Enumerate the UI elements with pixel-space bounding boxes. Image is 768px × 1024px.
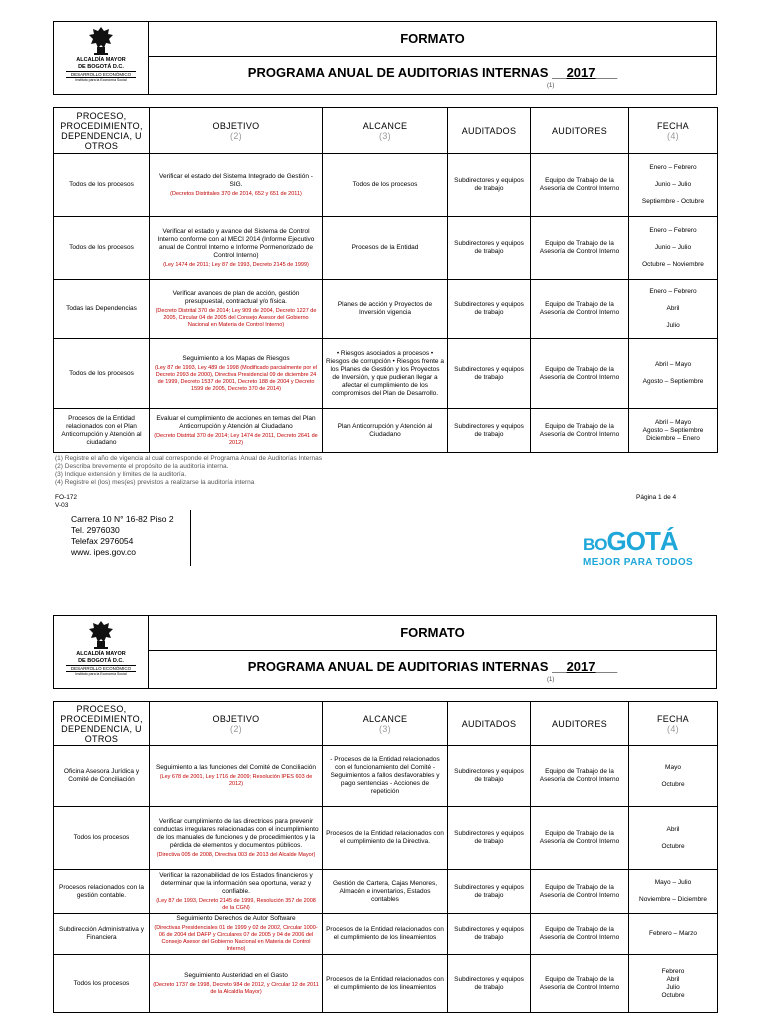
address-line: Carrera 10 N° 16-82 Piso 2	[71, 514, 174, 524]
cell-proceso: Procesos relacionados con la gestión contable.	[54, 870, 150, 914]
footnote-1: (1) Registre el año de vigencia al cual corresponde el Programa Anual de Auditorías Internas	[55, 455, 323, 462]
cell-fecha: Enero – Febrero Junio – Julio Octubre – Noviembre	[629, 217, 718, 280]
form-version: V-03	[55, 502, 69, 509]
cell-proceso: Todos los procesos	[54, 807, 150, 870]
cell-alcance: Procesos de la Entidad relacionados con el cumplimiento de la Directiva.	[323, 807, 448, 870]
cell-objetivo: Seguimiento a las funciones del Comité de Conciliación (Ley 678 de 2001, Ley 1716 de 2009; Resolución IPES 603 de 2012)	[150, 746, 323, 807]
cell-objetivo: Seguimiento Austeridad en el Gasto (Decreto 1737 de 1998, Decreto 984 de 2012, y Circular 12 de 2011 de la Alcaldía Mayor)	[150, 955, 323, 1013]
cell-alcance: Planes de acción y Proyectos de Inversión vigencia	[323, 280, 448, 339]
cell-alcance: Plan Anticorrupción y Atención al Ciudadano	[323, 409, 448, 453]
program-year: 2017	[566, 659, 596, 674]
cell-objetivo: Verificar cumplimiento de las directrices para prevenir conductas irregulares relacionadas con el incumplimiento de los manuales de funciones y de procedimientos y la pérdida de elementos y documentos públicos. (Directiva 005 de 2008, Directiva 003 de 2013 del Alcalde Mayor)	[150, 807, 323, 870]
program-title-text: PROGRAMA ANUAL DE AUDITORIAS INTERNAS	[247, 65, 549, 80]
coat-of-arms-icon	[88, 620, 114, 650]
cell-auditados: Subdirectores y equipos de trabajo	[448, 339, 531, 409]
audit-table-page-1	[53, 107, 718, 453]
cell-alcance: • Riesgos asociados a procesos • Riesgos de corrupción • Riesgos frente a los Planes de Gestión y los Proyectos de Inversión, y que pudieran llegar a afectar el cumplimiento de los compromisos del Plan de Desarrollo.	[323, 339, 448, 409]
col-fecha: FECHA (4)	[629, 702, 718, 746]
cell-objetivo: Verificar el estado del Sistema Integrado de Gestión - SIG. (Decretos Distritales 370 de 2014, 652 y 651 de 2011)	[150, 154, 323, 217]
bogota-logo: BOGOTÁ MEJOR PARA TODOS	[583, 526, 694, 568]
program-title	[149, 651, 716, 688]
col-proceso: PROCESO, PROCEDIMIENTO, DEPENDENCIA, U OTROS	[54, 108, 150, 154]
col-proceso: PROCESO, PROCEDIMIENTO, DEPENDENCIA, U OTROS	[54, 702, 150, 746]
cell-auditores: Equipo de Trabajo de la Asesoría de Control Interno	[531, 746, 629, 807]
table-row	[54, 955, 718, 1013]
col-alcance: ALCANCE (3)	[323, 108, 448, 154]
cell-auditores: Equipo de Trabajo de la Asesoría de Control Interno	[531, 280, 629, 339]
cell-objetivo: Evaluar el cumplimiento de acciones en temas del Plan Anticorrupción y Atención al Ciudadano (Decreto Distrital 370 de 2014; Ley 1474 de 2011, Decreto 2641 de 2012)	[150, 409, 323, 453]
logo-line-1: ALCALDÍA MAYOR	[76, 651, 126, 657]
year-prefix: __	[552, 659, 567, 674]
col-auditores: AUDITORES	[531, 108, 629, 154]
cell-alcance: - Procesos de la Entidad relacionados con el funcionamiento del Comité -Seguimientos a fallos desfavorables y pago sentencias - Acciones de repetición	[323, 746, 448, 807]
table-row	[54, 280, 718, 339]
col-fecha: FECHA (4)	[629, 108, 718, 154]
cell-proceso: Todas las Dependencias	[54, 280, 150, 339]
cell-auditados: Subdirectores y equipos de trabajo	[448, 870, 531, 914]
cell-auditados: Subdirectores y equipos de trabajo	[448, 746, 531, 807]
table-row	[54, 339, 718, 409]
audit-table-page-2	[53, 701, 718, 1013]
logo-line-1: ALCALDÍA MAYOR	[76, 57, 126, 63]
cell-auditores: Equipo de Trabajo de la Asesoría de Control Interno	[531, 339, 629, 409]
program-year: 2017	[566, 65, 596, 80]
alcaldia-logo	[54, 616, 149, 688]
cell-proceso: Todos de los procesos	[54, 154, 150, 217]
cell-auditados: Subdirectores y equipos de trabajo	[448, 217, 531, 280]
footnote-2: (2) Describa brevemente el propósito de la auditoría interna.	[55, 463, 229, 470]
bogota-slogan: MEJOR PARA TODOS	[583, 557, 694, 568]
cell-fecha: Mayo – Julio Noviembre – Diciembre	[629, 870, 718, 914]
logo-line-4: Instituto para la Economía Social	[75, 672, 127, 676]
table-row	[54, 807, 718, 870]
cell-fecha: Mayo Octubre	[629, 746, 718, 807]
cell-fecha: Abril – Mayo Agosto – Septiembre	[629, 339, 718, 409]
cell-proceso: Procesos de la Entidad relacionados con el Plan Anticorrupción y Atención al ciudadano	[54, 409, 150, 453]
cell-auditados: Subdirectores y equipos de trabajo	[448, 914, 531, 955]
cell-alcance: Procesos de la Entidad	[323, 217, 448, 280]
footnote-4: (4) Registre el (los) mes(es) previstos a realizarse la auditoría interna	[55, 479, 255, 486]
note-ref-1: (1)	[547, 677, 555, 683]
page-number: Página 1 de 4	[636, 494, 677, 501]
logo-line-2: DE BOGOTÁ D.C.	[78, 64, 124, 70]
cell-proceso: Todos los procesos	[54, 955, 150, 1013]
cell-objetivo: Verificar el estado y avance del Sistema de Control Interno conforme con al MECI 2014 (Informe Ejecutivo anual de Control Interno e Informe Pormenorizado de Control Interno) (Ley 1474 de 2011; Ley 87 de 1993, Decreto 2145 de 1999)	[150, 217, 323, 280]
cell-auditados: Subdirectores y equipos de trabajo	[448, 807, 531, 870]
cell-fecha: Enero – Febrero Junio – Julio Septiembre - Octubre	[629, 154, 718, 217]
cell-auditados: Subdirectores y equipos de trabajo	[448, 280, 531, 339]
note-ref-1: (1)	[547, 83, 555, 89]
address-block	[71, 514, 174, 558]
cell-fecha: Febrero – Marzo	[629, 914, 718, 955]
col-auditados: AUDITADOS	[448, 702, 531, 746]
cell-auditores: Equipo de Trabajo de la Asesoría de Control Interno	[531, 217, 629, 280]
cell-alcance: Procesos de la Entidad relacionados con el cumplimiento de los lineamientos	[323, 955, 448, 1013]
col-auditados: AUDITADOS	[448, 108, 531, 154]
formato-title: FORMATO	[149, 22, 716, 57]
cell-proceso: Todos de los procesos	[54, 339, 150, 409]
col-alcance: ALCANCE (3)	[323, 702, 448, 746]
table-row	[54, 409, 718, 453]
formato-title: FORMATO	[149, 616, 716, 651]
form-code-block	[55, 494, 77, 510]
phone-line: Tel. 2976030	[71, 525, 120, 535]
table-row	[54, 746, 718, 807]
cell-fecha: Abril Octubre	[629, 807, 718, 870]
alcaldia-logo	[54, 22, 149, 94]
table-row	[54, 217, 718, 280]
cell-proceso: Oficina Asesora Jurídica y Comité de Conciliación	[54, 746, 150, 807]
program-title-text: PROGRAMA ANUAL DE AUDITORIAS INTERNAS	[247, 659, 549, 674]
form-code: FO-172	[55, 494, 78, 501]
cell-objetivo: Seguimiento a los Mapas de Riesgos (Ley 87 de 1993, Ley 489 de 1998 (Modificado parcialmente por el Decreto 2993 de 2000), Directiva Presidencial 09 de diciembre 24 de 1999, Decreto 1537 de 2001, Decreto 188 de 2004 y Decreto 1599 de 2005, Decreto 370 de 2014)	[150, 339, 323, 409]
telefax-line: Telefax 2976054	[71, 536, 134, 546]
header-box	[53, 615, 717, 689]
year-suffix: ___	[595, 659, 618, 674]
footnote-3: (3) Indique extensión y límites de la auditoría.	[55, 471, 187, 478]
table-row	[54, 914, 718, 955]
logo-line-3: DESARROLLO ECONÓMICO	[66, 665, 136, 672]
col-objetivo: OBJETIVO (2)	[150, 702, 323, 746]
cell-objetivo: Seguimiento Derechos de Autor Software (Directivas Presidenciales 01 de 1999 y 02 de 2002, Circular 1000-06 de 2004 del DAFP y Circulares 07 de 2005 y 04 de 2006 del Consejo Asesor del Gobierno Nacional en Materia de Control Interno)	[150, 914, 323, 955]
cell-fecha: Abril – Mayo Agosto – Septiembre Diciembre – Enero	[629, 409, 718, 453]
cell-fecha: Febrero Abril Julio Octubre	[629, 955, 718, 1013]
cell-objetivo: Verificar la razonabilidad de los Estados financieros y determinar que la información sea oportuna, veraz y confiable. (Ley 87 de 1993, Decreto 2145 de 1999, Resolución 357 de 2008 de la CGN)	[150, 870, 323, 914]
table-header-row	[54, 702, 718, 746]
table-header-row	[54, 108, 718, 154]
cell-objetivo: Verificar avances de plan de acción, gestión presupuestal, contractual y/o física. (Decreto Distrital 370 de 2014; Ley 909 de 2004, Decreto 1227 de 2005, Circular 04 de 2005 del Consejo Asesor del Gobierno Nacional en Materia de Control Interno)	[150, 280, 323, 339]
table-row	[54, 154, 718, 217]
cell-alcance: Gestión de Cartera, Cajas Menores, Almacén e inventarios, Estados contables	[323, 870, 448, 914]
cell-auditados: Subdirectores y equipos de trabajo	[448, 409, 531, 453]
cell-auditados: Subdirectores y equipos de trabajo	[448, 154, 531, 217]
cell-auditados: Subdirectores y equipos de trabajo	[448, 955, 531, 1013]
cell-auditores: Equipo de Trabajo de la Asesoría de Control Interno	[531, 409, 629, 453]
header-box	[53, 21, 717, 95]
footer-divider	[190, 510, 191, 566]
cell-auditores: Equipo de Trabajo de la Asesoría de Control Interno	[531, 870, 629, 914]
logo-line-3: DESARROLLO ECONÓMICO	[66, 71, 136, 78]
coat-of-arms-icon	[88, 26, 114, 56]
cell-proceso: Todos de los procesos	[54, 217, 150, 280]
table-row	[54, 870, 718, 914]
program-title	[149, 57, 716, 94]
cell-auditores: Equipo de Trabajo de la Asesoría de Control Interno	[531, 955, 629, 1013]
year-prefix: __	[552, 65, 567, 80]
cell-alcance: Procesos de la Entidad relacionados con el cumplimiento de los lineamientos	[323, 914, 448, 955]
year-suffix: ___	[595, 65, 618, 80]
logo-line-4: Instituto para la Economía Social	[75, 78, 127, 82]
footnotes	[55, 455, 322, 487]
cell-auditores: Equipo de Trabajo de la Asesoría de Control Interno	[531, 154, 629, 217]
cell-auditores: Equipo de Trabajo de la Asesoría de Control Interno	[531, 914, 629, 955]
website-line: www. ipes.gov.co	[71, 547, 137, 557]
cell-auditores: Equipo de Trabajo de la Asesoría de Control Interno	[531, 807, 629, 870]
cell-alcance: Todos de los procesos	[323, 154, 448, 217]
logo-line-2: DE BOGOTÁ D.C.	[78, 658, 124, 664]
cell-fecha: Enero – Febrero Abril Julio	[629, 280, 718, 339]
col-auditores: AUDITORES	[531, 702, 629, 746]
col-objetivo: OBJETIVO (2)	[150, 108, 323, 154]
cell-proceso: Subdirección Administrativa y Financiera	[54, 914, 150, 955]
